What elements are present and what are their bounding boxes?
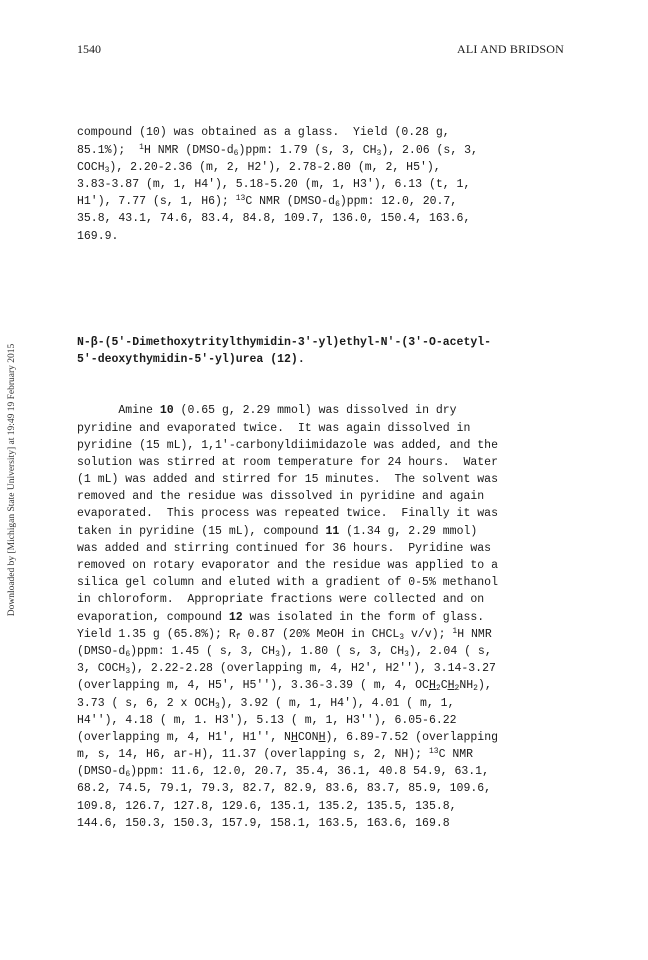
text-line: N-β-(5'-Dimethoxytritylthymidin-3'-yl)ethyl-N'-(3'-O-acetyl- [77, 335, 492, 349]
text-line: 144.6, 150.3, 150.3, 157.9, 158.1, 163.5, 163.6, 169.8 [77, 816, 450, 830]
text-line: silica gel column and eluted with a gradient of 0-5% methanol [77, 576, 498, 590]
download-watermark-text: Downloaded by [Michigan State University] at 19:49 19 February 2015 [7, 343, 17, 617]
text-line: 109.8, 126.7, 127.8, 129.6, 135.1, 135.2, 135.5, 135.8, [77, 799, 457, 813]
text-line: H1'), 7.77 (s, 1, H6); $^{13}$C NMR $(DMSO-d_6)ppm$: 12.0, 20.7, [77, 194, 458, 210]
text-line: in chloroform. Appropriate fractions were collected and on [77, 593, 485, 607]
text-line: 3.83-3.87 (m, 1, H4'), 5.18-5.20 (m, 1, H3'), 6.13 (t, 1, [77, 177, 471, 191]
text-line: taken in pyridine (15 mL), compound 11 (1.34 g, 2.29 mmol) [77, 524, 478, 538]
text-line: H4''), 4.18 ( m, 1. H3'), 5.13 ( m, 1, H3''), 6.05-6.22 [77, 713, 457, 727]
text-line: removed and the residue was dissolved in pyridine and again [77, 490, 485, 504]
text-line: 3, $COCH_3$), 2.22-2.28 (overlapping m, 4, H2', H2''), 3.14-3.27 [77, 662, 496, 677]
text-line: m, s, 14, H6, ar-H), 11.37 (overlapping s, 2, NH); $^{13}$C NMR [77, 747, 474, 762]
text-line: evaporation, compound 12 was isolated in the form of glass. [77, 610, 485, 624]
text-line: was added and stirring continued for 36 hours. Pyridine was [77, 541, 492, 555]
text-line: (overlapping m, 4, H5', H5''), 3.36-3.39 ( m, 4, $OCH_2CH_2NH_2$), [77, 679, 492, 694]
compound-10-characterization [77, 124, 597, 244]
text-line: removed on rotary evaporator and the residue was applied to a [77, 559, 498, 572]
text-line: 5'-deoxythymidin-5'-yl)urea (12). [77, 352, 305, 366]
compound-12-procedure [77, 402, 597, 832]
text-line: 35.8, 43.1, 74.6, 83.4, 84.8, 109.7, 136.0, 150.4, 163.6, [77, 212, 471, 226]
text-line: 3.73 ( s, 6, 2 x $OCH_3$), 3.92 ( m, 1, H4'), 4.01 ( m, 1, [77, 696, 455, 711]
text-line: Yield 1.35 g (65.8%); $R_f$ 0.87 (20% MeOH in $CHCL_3$ v/v); $^1$H NMR [77, 626, 492, 642]
text-line: $(DMSO-d_6)ppm$: 1.45 ( s, 3, $CH_3$), 1.80 ( s, 3, $CH_3$), 2.04 ( s, [77, 644, 492, 659]
text-line: (1 mL) was added and stirred for 15 minutes. The solvent was [77, 473, 498, 487]
text-line: pyridine (15 mL), 1,1'-carbonyldiimidazole was added, and the [77, 438, 498, 452]
text-line: solution was stirred at room temperature for 24 hours. Water [77, 455, 498, 469]
text-line: pyridine and evaporated twice. It was again dissolved in [77, 421, 471, 435]
page-number: 1540 [77, 42, 101, 56]
article-body [77, 90, 597, 849]
text-line: $(DMSO-d_6)ppm$: 11.6, 12.0, 20.7, 35.4, 36.1, 40.8 54.9, 63.1, [77, 765, 489, 780]
text-line: (overlapping m, 4, H1', H1'', NHCONH), 6.89-7.52 (overlapping [77, 730, 498, 744]
text-line: Amine 10 (0.65 g, 2.29 mmol) was dissolved in dry [77, 404, 457, 418]
compound-12-heading [77, 334, 597, 368]
text-line: 68.2, 74.5, 79.1, 79.3, 82.7, 82.9, 83.6, 83.7, 85.9, 109.6, [77, 782, 492, 796]
text-line: 169.9. [77, 229, 119, 243]
text-line: 85.1%); $^1$H NMR $(DMSO-d_6)ppm$: 1.79 (s, 3, $CH_3$), 2.06 (s, 3, [77, 142, 478, 158]
download-watermark [4, 300, 20, 660]
running-head-authors: ALI AND BRIDSON [456, 42, 564, 56]
text-line: $COCH_3$), 2.20-2.36 (m, 2, H2'), 2.78-2.80 (m, 2, H5'), [77, 160, 441, 175]
text-line: compound (10) was obtained as a glass. Yield (0.28 g, [77, 126, 450, 140]
text-line: evaporated. This process was repeated twice. Finally it was [77, 507, 498, 521]
